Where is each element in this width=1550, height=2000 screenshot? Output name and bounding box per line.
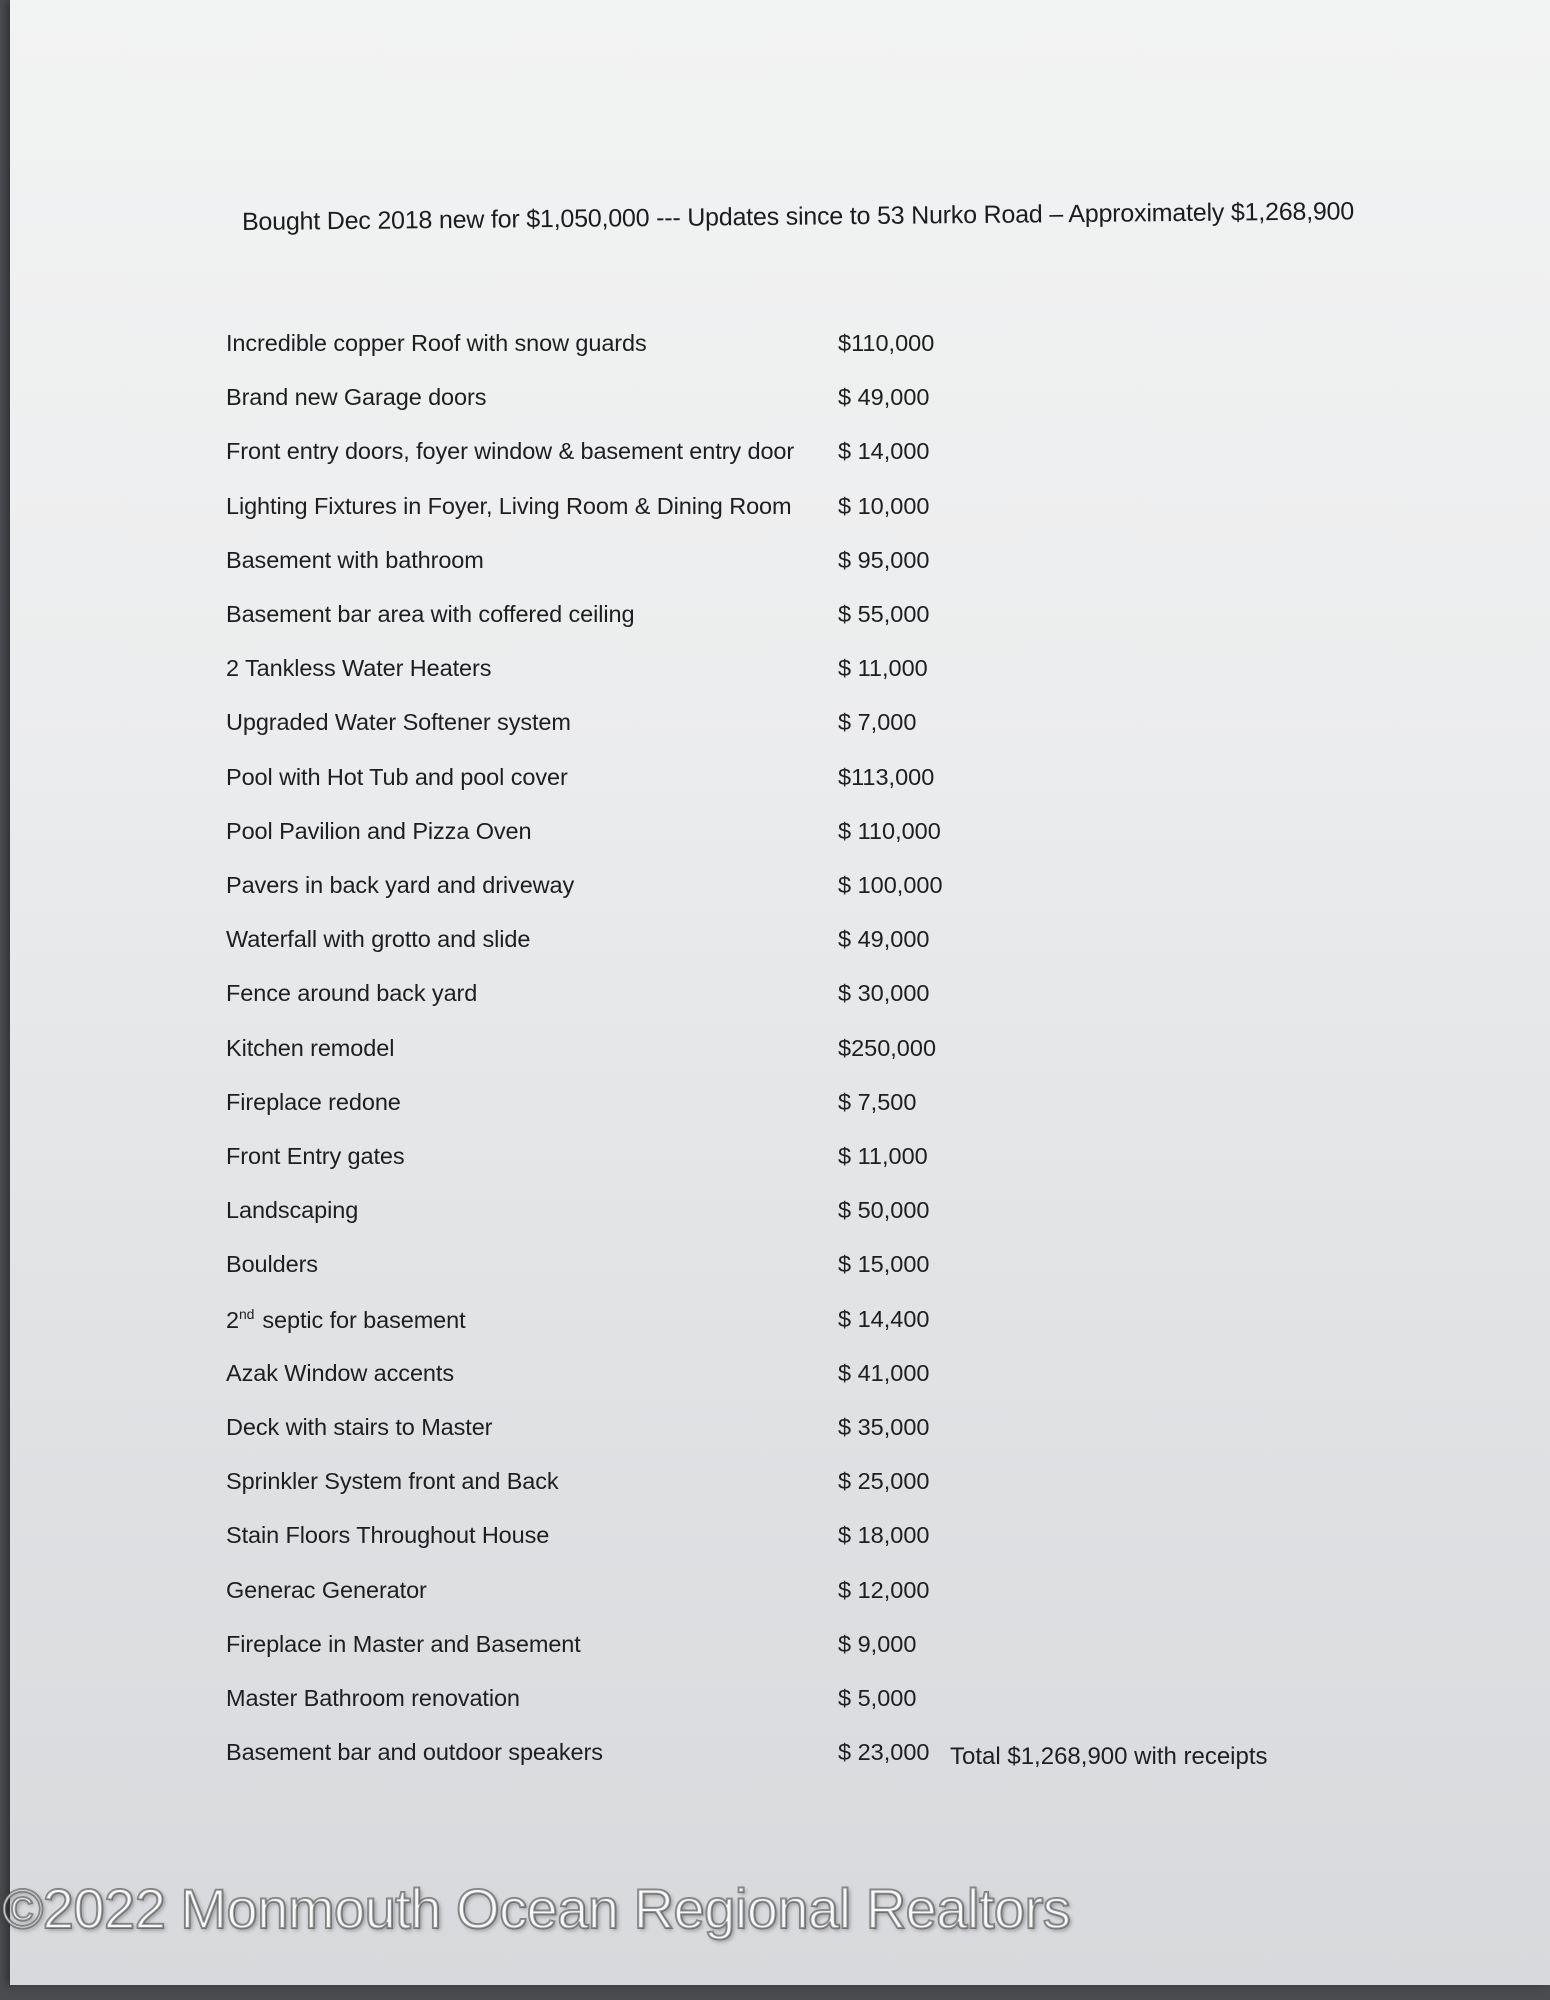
list-item [10, 1577, 1550, 1617]
item-amount: $ 23,000 [838, 1739, 930, 1766]
list-item [10, 1306, 1550, 1346]
item-amount: $ 49,000 [838, 926, 930, 953]
item-amount: $ 95,000 [838, 546, 930, 573]
list-item [10, 1468, 1550, 1508]
document-title: Bought Dec 2018 new for $1,050,000 --- Updates since to 53 Nurko Road – Approximately $1,268,900 [241, 197, 1355, 236]
item-label: Lighting Fixtures in Foyer, Living Room & Dining Room [226, 492, 792, 519]
item-amount: $113,000 [838, 763, 935, 790]
item-amount: $ 30,000 [838, 980, 930, 1007]
list-item [10, 601, 1550, 641]
list-item [10, 709, 1550, 749]
item-label: Upgraded Water Softener system [226, 709, 571, 736]
item-label: Sprinkler System front and Back [226, 1468, 559, 1495]
item-amount: $ 14,400 [838, 1305, 930, 1332]
item-amount: $ 100,000 [838, 872, 943, 898]
list-item [10, 493, 1550, 533]
item-amount: $ 9,000 [838, 1630, 917, 1657]
item-label: Front entry doors, foyer window & basement entry door [226, 438, 795, 465]
item-amount: $ 49,000 [838, 384, 930, 411]
item-label: Landscaping [226, 1197, 359, 1224]
list-item [10, 1197, 1550, 1237]
item-label: Fireplace redone [226, 1088, 401, 1115]
list-item [10, 1631, 1550, 1671]
list-item [10, 1522, 1550, 1562]
item-amount: $ 35,000 [838, 1414, 930, 1440]
item-label: Pool with Hot Tub and pool cover [226, 763, 568, 790]
item-label: Azak Window accents [226, 1359, 454, 1386]
item-amount: $ 25,000 [838, 1468, 930, 1495]
item-amount: $ 12,000 [838, 1576, 930, 1603]
item-label: Brand new Garage doors [226, 384, 487, 411]
item-amount: $250,000 [838, 1034, 937, 1061]
list-item [10, 1143, 1550, 1183]
item-label-text: septic for basement [262, 1306, 466, 1333]
item-amount: $ 15,000 [838, 1251, 930, 1278]
item-label: Kitchen remodel [226, 1034, 395, 1061]
item-amount: $ 7,000 [838, 709, 917, 736]
list-item [10, 384, 1550, 424]
item-label: Pavers in back yard and driveway [226, 872, 575, 898]
item-amount: $ 10,000 [838, 492, 930, 519]
item-label: Basement bar and outdoor speakers [226, 1739, 603, 1766]
copyright-watermark: ©2022 Monmouth Ocean Regional Realtors [2, 1877, 1071, 1940]
list-item [10, 1685, 1550, 1725]
item-label [226, 1306, 466, 1334]
item-amount: $ 11,000 [838, 655, 928, 682]
list-item [10, 872, 1550, 912]
list-item [10, 1414, 1550, 1454]
item-label: 2 Tankless Water Heaters [226, 655, 492, 682]
item-amount: $ 14,000 [838, 438, 930, 465]
item-label: Fence around back yard [226, 980, 478, 1007]
total-note: Total $1,268,900 with receipts [950, 1743, 1268, 1771]
list-item [10, 1251, 1550, 1291]
list-item [10, 1360, 1550, 1400]
item-label: Boulders [226, 1251, 318, 1278]
list-item [10, 1035, 1550, 1075]
item-label: Front Entry gates [226, 1143, 405, 1169]
item-label: Incredible copper Roof with snow guards [226, 330, 647, 356]
item-label: Fireplace in Master and Basement [226, 1630, 581, 1657]
item-label: Pool Pavilion and Pizza Oven [226, 817, 532, 844]
item-amount: $ 5,000 [838, 1685, 917, 1711]
item-amount: $ 7,500 [838, 1088, 917, 1115]
list-item [10, 1739, 1550, 1779]
item-amount: $ 110,000 [838, 817, 941, 844]
list-item [10, 1089, 1550, 1129]
document-page [10, 0, 1550, 1985]
item-amount: $ 41,000 [838, 1359, 930, 1386]
list-item [10, 764, 1550, 804]
list-item [10, 818, 1550, 858]
item-amount: $ 55,000 [838, 601, 930, 627]
list-item [10, 330, 1550, 370]
item-label: Deck with stairs to Master [226, 1414, 493, 1440]
item-amount: $110,000 [838, 330, 935, 356]
item-label: Generac Generator [226, 1576, 427, 1603]
item-label: Waterfall with grotto and slide [226, 926, 531, 953]
list-item [10, 655, 1550, 695]
item-label: Basement with bathroom [226, 546, 484, 573]
item-label-superscript: nd [238, 1305, 255, 1322]
item-label-prefix: 2 [226, 1306, 239, 1333]
item-amount: $ 11,000 [838, 1143, 928, 1169]
list-item [10, 926, 1550, 966]
list-item [10, 438, 1550, 478]
item-label: Basement bar area with coffered ceiling [226, 601, 635, 627]
list-item [10, 547, 1550, 587]
item-label: Master Bathroom renovation [226, 1685, 520, 1711]
list-item [10, 980, 1550, 1020]
item-amount: $ 18,000 [838, 1522, 930, 1549]
item-amount: $ 50,000 [838, 1197, 930, 1224]
item-label: Stain Floors Throughout House [226, 1522, 550, 1549]
